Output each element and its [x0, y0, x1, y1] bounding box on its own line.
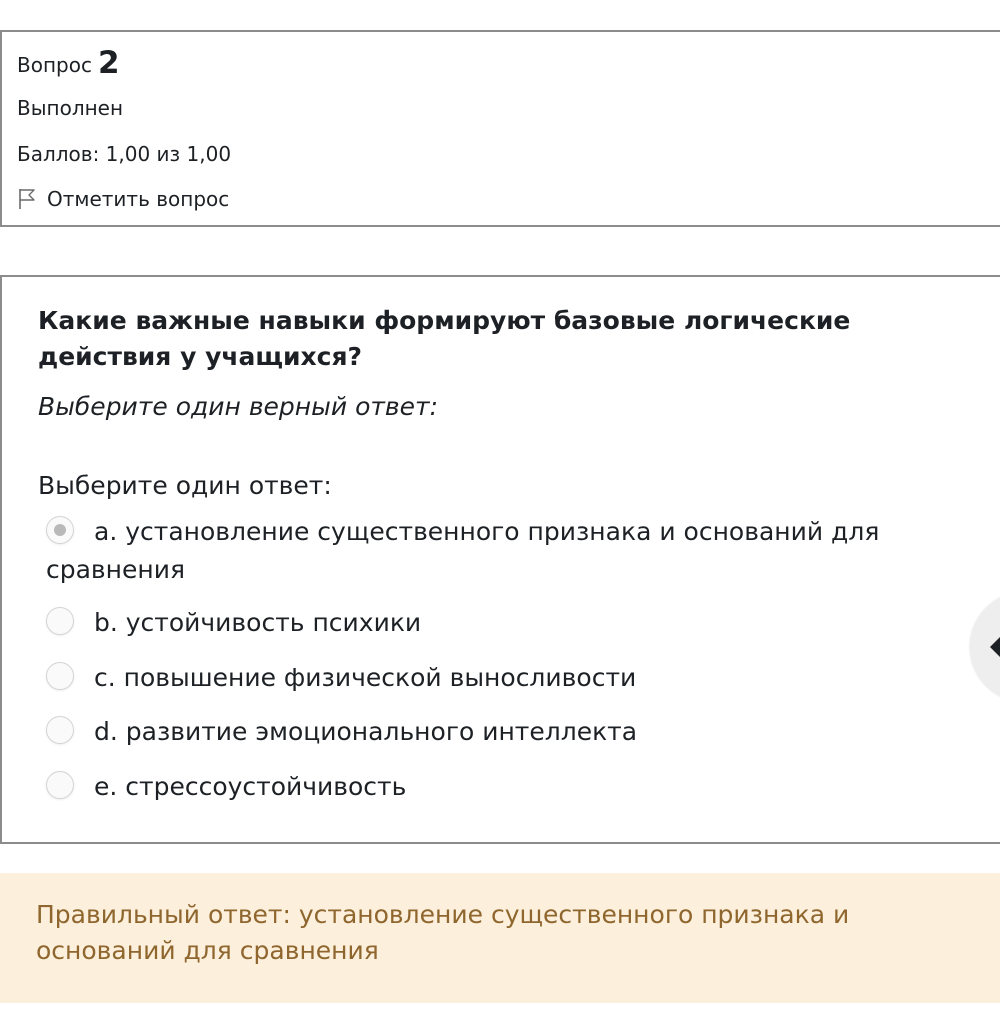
flag-question-link[interactable] [17, 184, 229, 214]
answer-option-label: d. развитие эмоционального интеллекта [94, 717, 638, 746]
question-content-panel [0, 275, 1000, 844]
question-text: Какие важные навыки формируют базовые логические действия у учащихся? [38, 306, 851, 371]
radio-button-d[interactable] [46, 716, 74, 744]
question-label: Вопрос [17, 53, 92, 77]
right-answer-feedback [0, 873, 1000, 1003]
answer-option-d[interactable] [46, 713, 946, 751]
question-hint: Выберите один верный ответ: [38, 392, 439, 421]
answer-prompt: Выберите один ответ: [38, 471, 332, 500]
answer-option-label: e. стрессоустойчивость [94, 772, 407, 801]
question-grade: Баллов: 1,00 из 1,00 [17, 142, 232, 166]
answer-option-b[interactable] [46, 604, 946, 642]
right-answer-text: Правильный ответ: установление существенного признака и оснований для сравнения [36, 900, 850, 965]
radio-button-a[interactable] [46, 516, 74, 544]
question-state: Выполнен [17, 96, 124, 120]
radio-button-e[interactable] [46, 771, 74, 799]
radio-button-b[interactable] [46, 607, 74, 635]
answer-option-label: a. установление существенного признака и оснований для сравнения [46, 517, 880, 584]
answer-option-c[interactable] [46, 659, 946, 697]
flag-icon [17, 187, 37, 211]
question-info-panel [0, 30, 1000, 227]
answer-option-e[interactable] [46, 768, 946, 806]
chevron-left-icon [990, 636, 1000, 658]
answer-option-label: b. устойчивость психики [94, 608, 422, 637]
flag-question-label: Отметить вопрос [47, 187, 230, 211]
question-number-heading [17, 44, 120, 83]
answer-option-a[interactable] [46, 513, 946, 589]
answer-option-label: c. повышение физической выносливости [94, 663, 637, 692]
radio-button-c[interactable] [46, 662, 74, 690]
question-number: 2 [97, 45, 120, 81]
